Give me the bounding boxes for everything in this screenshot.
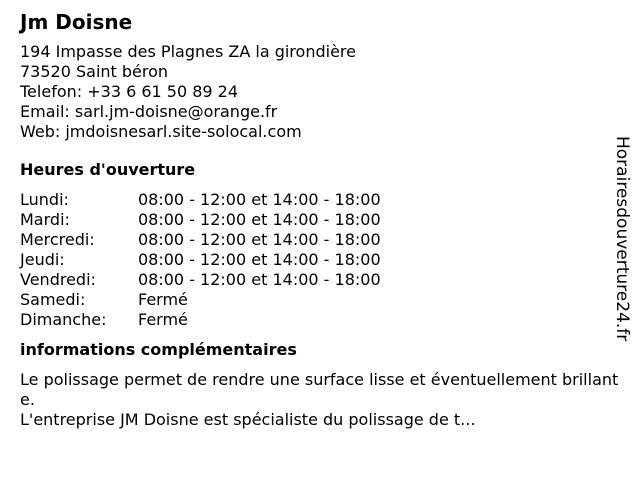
day-hours: Fermé [138, 290, 188, 309]
business-name: Jm Doisne [20, 10, 133, 34]
day-label: Jeudi: [20, 250, 65, 269]
day-label: Mardi: [20, 210, 70, 229]
opening-hours-heading: Heures d'ouverture [20, 160, 196, 179]
day-hours: 08:00 - 12:00 et 14:00 - 18:00 [138, 270, 381, 289]
address-city: 73520 Saint béron [20, 62, 169, 81]
phone-number: Telefon: +33 6 61 50 89 24 [20, 82, 239, 101]
hours-row-thursday [20, 250, 610, 270]
day-hours: 08:00 - 12:00 et 14:00 - 18:00 [138, 190, 381, 209]
website-address: Web: jmdoisnesarl.site-solocal.com [20, 122, 302, 141]
day-hours: 08:00 - 12:00 et 14:00 - 18:00 [138, 250, 381, 269]
day-label: Dimanche: [20, 310, 107, 329]
hours-row-sunday [20, 310, 610, 330]
additional-info-text [20, 370, 620, 430]
day-label: Lundi: [20, 190, 69, 209]
info-paragraph: Le polissage permet de rendre une surface lisse et éventuellement brillante. [20, 370, 619, 409]
hours-row-monday [20, 190, 610, 210]
additional-info-heading: informations complémentaires [20, 340, 297, 359]
opening-hours-table [20, 190, 610, 330]
hours-row-wednesday [20, 230, 610, 250]
hours-row-tuesday [20, 210, 610, 230]
hours-row-saturday [20, 290, 610, 310]
email-address: Email: sarl.jm-doisne@orange.fr [20, 102, 278, 121]
day-hours: Fermé [138, 310, 188, 329]
day-hours: 08:00 - 12:00 et 14:00 - 18:00 [138, 210, 381, 229]
site-watermark: Horairesdouverture24.fr [612, 136, 632, 342]
day-label: Mercredi: [20, 230, 95, 249]
day-label: Vendredi: [20, 270, 96, 289]
contact-block [20, 42, 610, 142]
day-label: Samedi: [20, 290, 86, 309]
info-paragraph: L'entreprise JM Doisne est spécialiste du polissage de t... [20, 410, 476, 429]
day-hours: 08:00 - 12:00 et 14:00 - 18:00 [138, 230, 381, 249]
business-card [20, 10, 619, 430]
address-street: 194 Impasse des Plagnes ZA la girondière [20, 42, 356, 61]
hours-row-friday [20, 270, 610, 290]
